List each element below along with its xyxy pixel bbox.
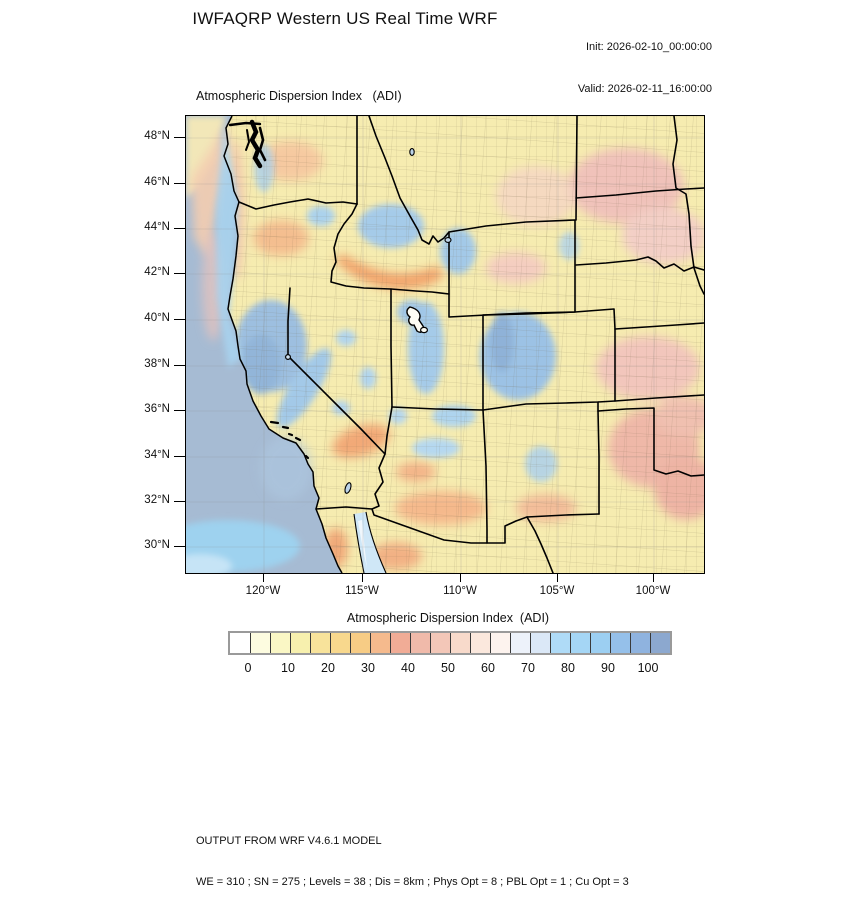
colorbar-label-30: 30 (361, 661, 375, 675)
model-info-line1: OUTPUT FROM WRF V4.6.1 MODEL (196, 835, 382, 847)
colorbar-label-50: 50 (441, 661, 455, 675)
colorbar-cell (510, 633, 530, 653)
lat-label-36n: 36°N (144, 403, 170, 415)
yellowstone-lake (445, 238, 451, 243)
colorbar-cell (430, 633, 450, 653)
lon-label-100w: 100°W (635, 585, 671, 597)
lat-label-30n: 30°N (144, 539, 170, 551)
colorbar-cell (490, 633, 510, 653)
lat-tick (174, 410, 185, 411)
lat-tick (174, 546, 185, 547)
lon-tick (653, 574, 654, 582)
adi-map-canvas (186, 116, 704, 573)
valid-time: Valid: 2026-02-11_16:00:00 (577, 83, 712, 95)
colorbar-cell (570, 633, 590, 653)
lat-tick (174, 319, 185, 320)
model-info (196, 808, 629, 903)
lat-label-48n: 48°N (144, 130, 170, 142)
colorbar-cell (630, 633, 650, 653)
run-times (540, 12, 712, 110)
utah-lake (421, 327, 428, 332)
colorbar (228, 631, 672, 655)
colorbar-cell (450, 633, 470, 653)
colorbar-cell (250, 633, 270, 653)
lat-label-44n: 44°N (144, 221, 170, 233)
lat-label-42n: 42°N (144, 266, 170, 278)
colorbar-label-70: 70 (521, 661, 535, 675)
lake-tahoe (286, 355, 291, 360)
init-time: Init: 2026-02-10_00:00:00 (586, 41, 712, 53)
map-panel-title: Atmospheric Dispersion Index (ADI) (196, 89, 402, 103)
colorbar-label-40: 40 (401, 661, 415, 675)
lon-label-120w: 120°W (245, 585, 281, 597)
colorbar-cell (370, 633, 390, 653)
colorbar-title: Atmospheric Dispersion Index (ADI) (346, 611, 550, 625)
colorbar-label-20: 20 (321, 661, 335, 675)
lat-label-38n: 38°N (144, 358, 170, 370)
colorbar-cell (330, 633, 350, 653)
lon-tick (362, 574, 363, 582)
colorbar-cell (350, 633, 370, 653)
adi-map (185, 115, 705, 574)
colorbar-label-10: 10 (281, 661, 295, 675)
colorbar-cell (310, 633, 330, 653)
page-title: IWFAQRP Western US Real Time WRF (192, 9, 498, 28)
lon-tick (263, 574, 264, 582)
lat-label-46n: 46°N (144, 176, 170, 188)
colorbar-cell (390, 633, 410, 653)
lon-tick (557, 574, 558, 582)
flathead-lake (410, 149, 414, 156)
lon-label-105w: 105°W (539, 585, 575, 597)
colorbar-cell (290, 633, 310, 653)
colorbar-cell (410, 633, 430, 653)
colorbar-cell (650, 633, 670, 653)
colorbar-label-80: 80 (561, 661, 575, 675)
colorbar-cell (530, 633, 550, 653)
lat-tick (174, 456, 185, 457)
lat-tick (174, 183, 185, 184)
lat-tick (174, 273, 185, 274)
model-info-line2: WE = 310 ; SN = 275 ; Levels = 38 ; Dis = 8km ; Phys Opt = 8 ; PBL Opt = 1 ; Cu Opt = 3 (196, 875, 629, 888)
lon-label-110w: 110°W (443, 585, 477, 597)
colorbar-cell (590, 633, 610, 653)
lon-tick (460, 574, 461, 582)
colorbar-cell (550, 633, 570, 653)
lat-label-34n: 34°N (144, 449, 170, 461)
lat-label-32n: 32°N (144, 494, 170, 506)
lat-tick (174, 501, 185, 502)
colorbar-cell (270, 633, 290, 653)
colorbar-label-0: 0 (244, 661, 252, 675)
colorbar-cell (230, 633, 250, 653)
lon-label-115w: 115°W (345, 585, 379, 597)
lat-tick (174, 365, 185, 366)
lat-tick (174, 137, 185, 138)
colorbar-cell (470, 633, 490, 653)
lat-tick (174, 228, 185, 229)
colorbar-label-60: 60 (481, 661, 495, 675)
colorbar-label-100: 100 (637, 661, 659, 675)
lat-label-40n: 40°N (144, 312, 170, 324)
colorbar-label-90: 90 (601, 661, 615, 675)
colorbar-cell (610, 633, 630, 653)
